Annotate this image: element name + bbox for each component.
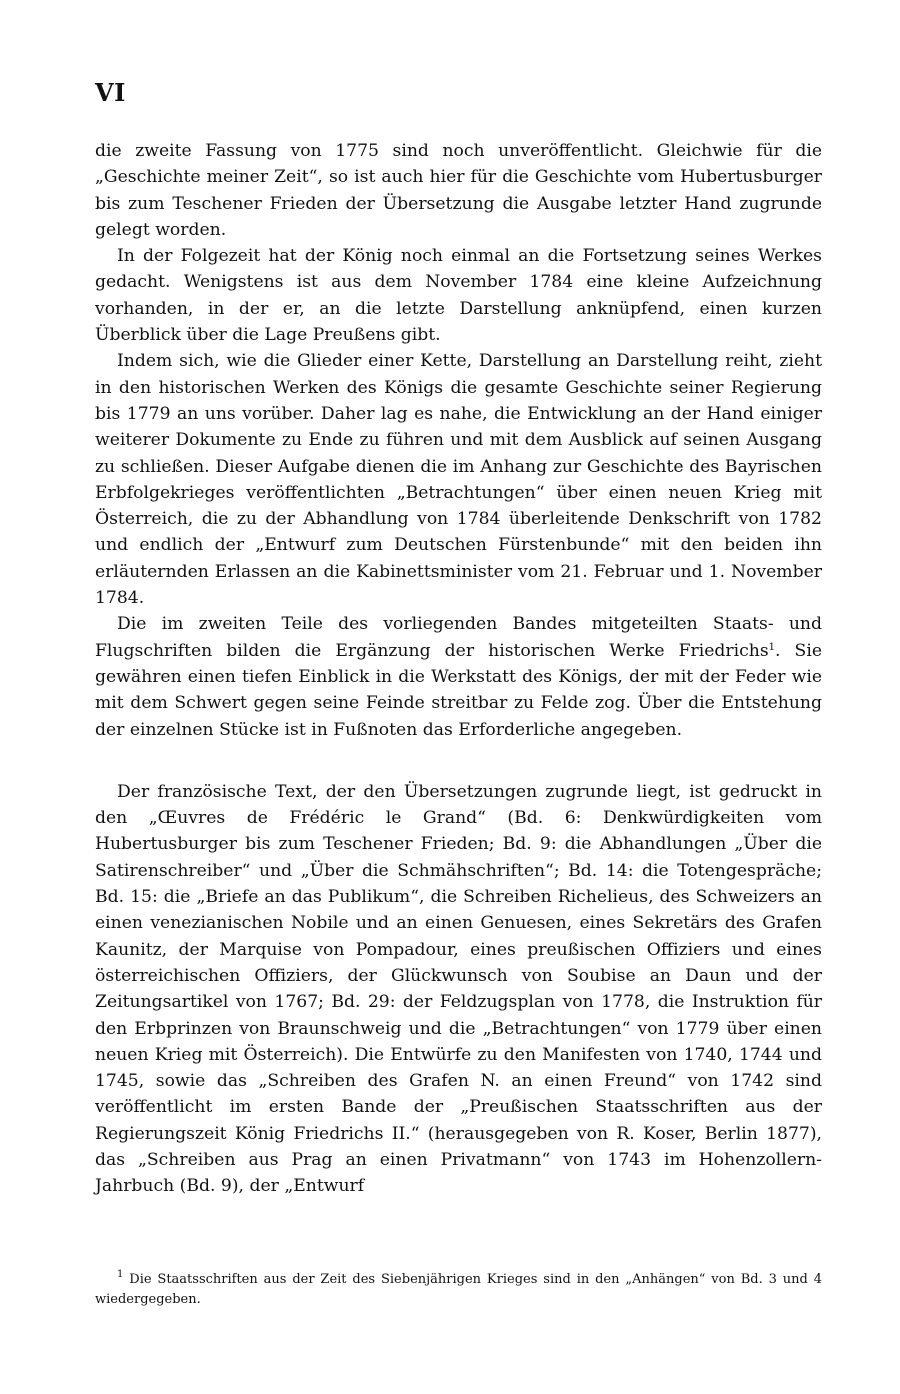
- body-text: [95, 138, 822, 1200]
- footnote-1: [95, 1270, 822, 1310]
- footnote-1-text: Die Staatsschriften aus der Zeit des Siebenjährigen Krieges sind in den „Anhängen“ von Bd. 3 und 4 wiedergegeben.: [95, 1272, 822, 1307]
- footnotes: [95, 1270, 822, 1310]
- paragraph-4-text-before: Die im zweiten Teile des vorliegenden Bandes mitgeteilten Staats- und Flugschriften bilden die Ergänzung der historischen Werke Friedrichs: [95, 614, 822, 661]
- paragraph-2: In der Folgezeit hat der König noch einmal an die Fortsetzung seines Werkes gedacht. Wenigstens ist aus dem November 1784 eine kleine Aufzeichnung vorhanden, in der er, an die letzte Darstellung anknüpfend, einen kurzen Überblick über die Lage Preußens gibt.: [95, 246, 822, 346]
- page-number: VI: [95, 78, 126, 107]
- paragraph-5: Der französische Text, der den Übersetzungen zugrunde liegt, ist gedruckt in den „Œuvres de Frédéric le Grand“ (Bd. 6: Denkwürdigkeiten vom Hubertusburger bis zum Teschener Frieden; Bd. 9: die Abhandlungen „Über die Satirenschreiber“ und „Über die Schmähschriften“; Bd. 14: die Totengespräche; Bd. 15: die „Briefe an das Publikum“, die Schreiben Richelieus, des Schweizers an einen venezianischen Nobile und an einen Genuesen, eines Sekretärs des Grafen Kaunitz, der Marquise von Pompadour, eines preußischen Offiziers und eines österreichischen Offiziers, der Glückwunsch von Soubise an Daun und der Zeitungsartikel von 1767; Bd. 29: der Feldzugsplan von 1778, die Instruktion für den Erbprinzen von Braunschweig und die „Betrachtungen“ von 1779 über einen neuen Krieg mit Österreich). Die Entwürfe zu den Manifesten von 1740, 1744 und 1745, sowie das „Schreiben des Grafen N. an einen Freund“ von 1742 sind veröffentlicht im ersten Bande der „Preußischen Staatsschriften aus der Regierungszeit König Friedrichs II.“ (herausgegeben von R. Koser, Berlin 1877), das „Schreiben aus Prag an einen Privatmann“ von 1743 im Hohenzollern-Jahrbuch (Bd. 9), der „Entwurf: [95, 781, 822, 1197]
- footnote-reference-1: 1: [768, 641, 776, 653]
- paragraph-1: die zweite Fassung von 1775 sind noch unveröffentlicht. Gleichwie für die „Geschichte meiner Zeit“, so ist auch hier für die Geschichte vom Hubertusburger bis zum Teschener Frieden der Übersetzung die Ausgabe letzter Hand zugrunde gelegt worden.: [95, 141, 822, 240]
- footnote-marker-1: 1: [117, 1269, 124, 1280]
- paragraph-3: Indem sich, wie die Glieder einer Kette, Darstellung an Darstellung reiht, zieht in den historischen Werken des Königs die gesamte Geschichte seiner Regierung bis 1779 an uns vorüber. Daher lag es nahe, die Entwicklung an der Hand einiger weiterer Dokumente zu Ende zu führen und mit dem Ausblick auf seinen Ausgang zu schließen. Dieser Aufgabe dienen die im Anhang zur Geschichte des Bayrischen Erbfolgekrieges veröffentlichten „Betrachtungen“ über einen neuen Krieg mit Österreich, die zu der Abhandlung von 1784 überleitende Denkschrift von 1782 und endlich der „Entwurf zum Deutschen Fürstenbunde“ mit den beiden ihn erläuternden Erlassen an die Kabinettsminister vom 21. Februar und 1. November 1784.: [95, 351, 822, 609]
- section-break: [95, 743, 822, 779]
- paragraph-4-text-after: . Sie gewähren einen tiefen Einblick in die Werkstatt des Königs, der mit der Feder wie mit dem Schwert gegen seine Feinde streitbar zu Felde zog. Über die Entstehung der einzelnen Stücke ist in Fußnoten das Erforderliche angegeben.: [95, 640, 823, 740]
- paragraph-4: [95, 611, 822, 742]
